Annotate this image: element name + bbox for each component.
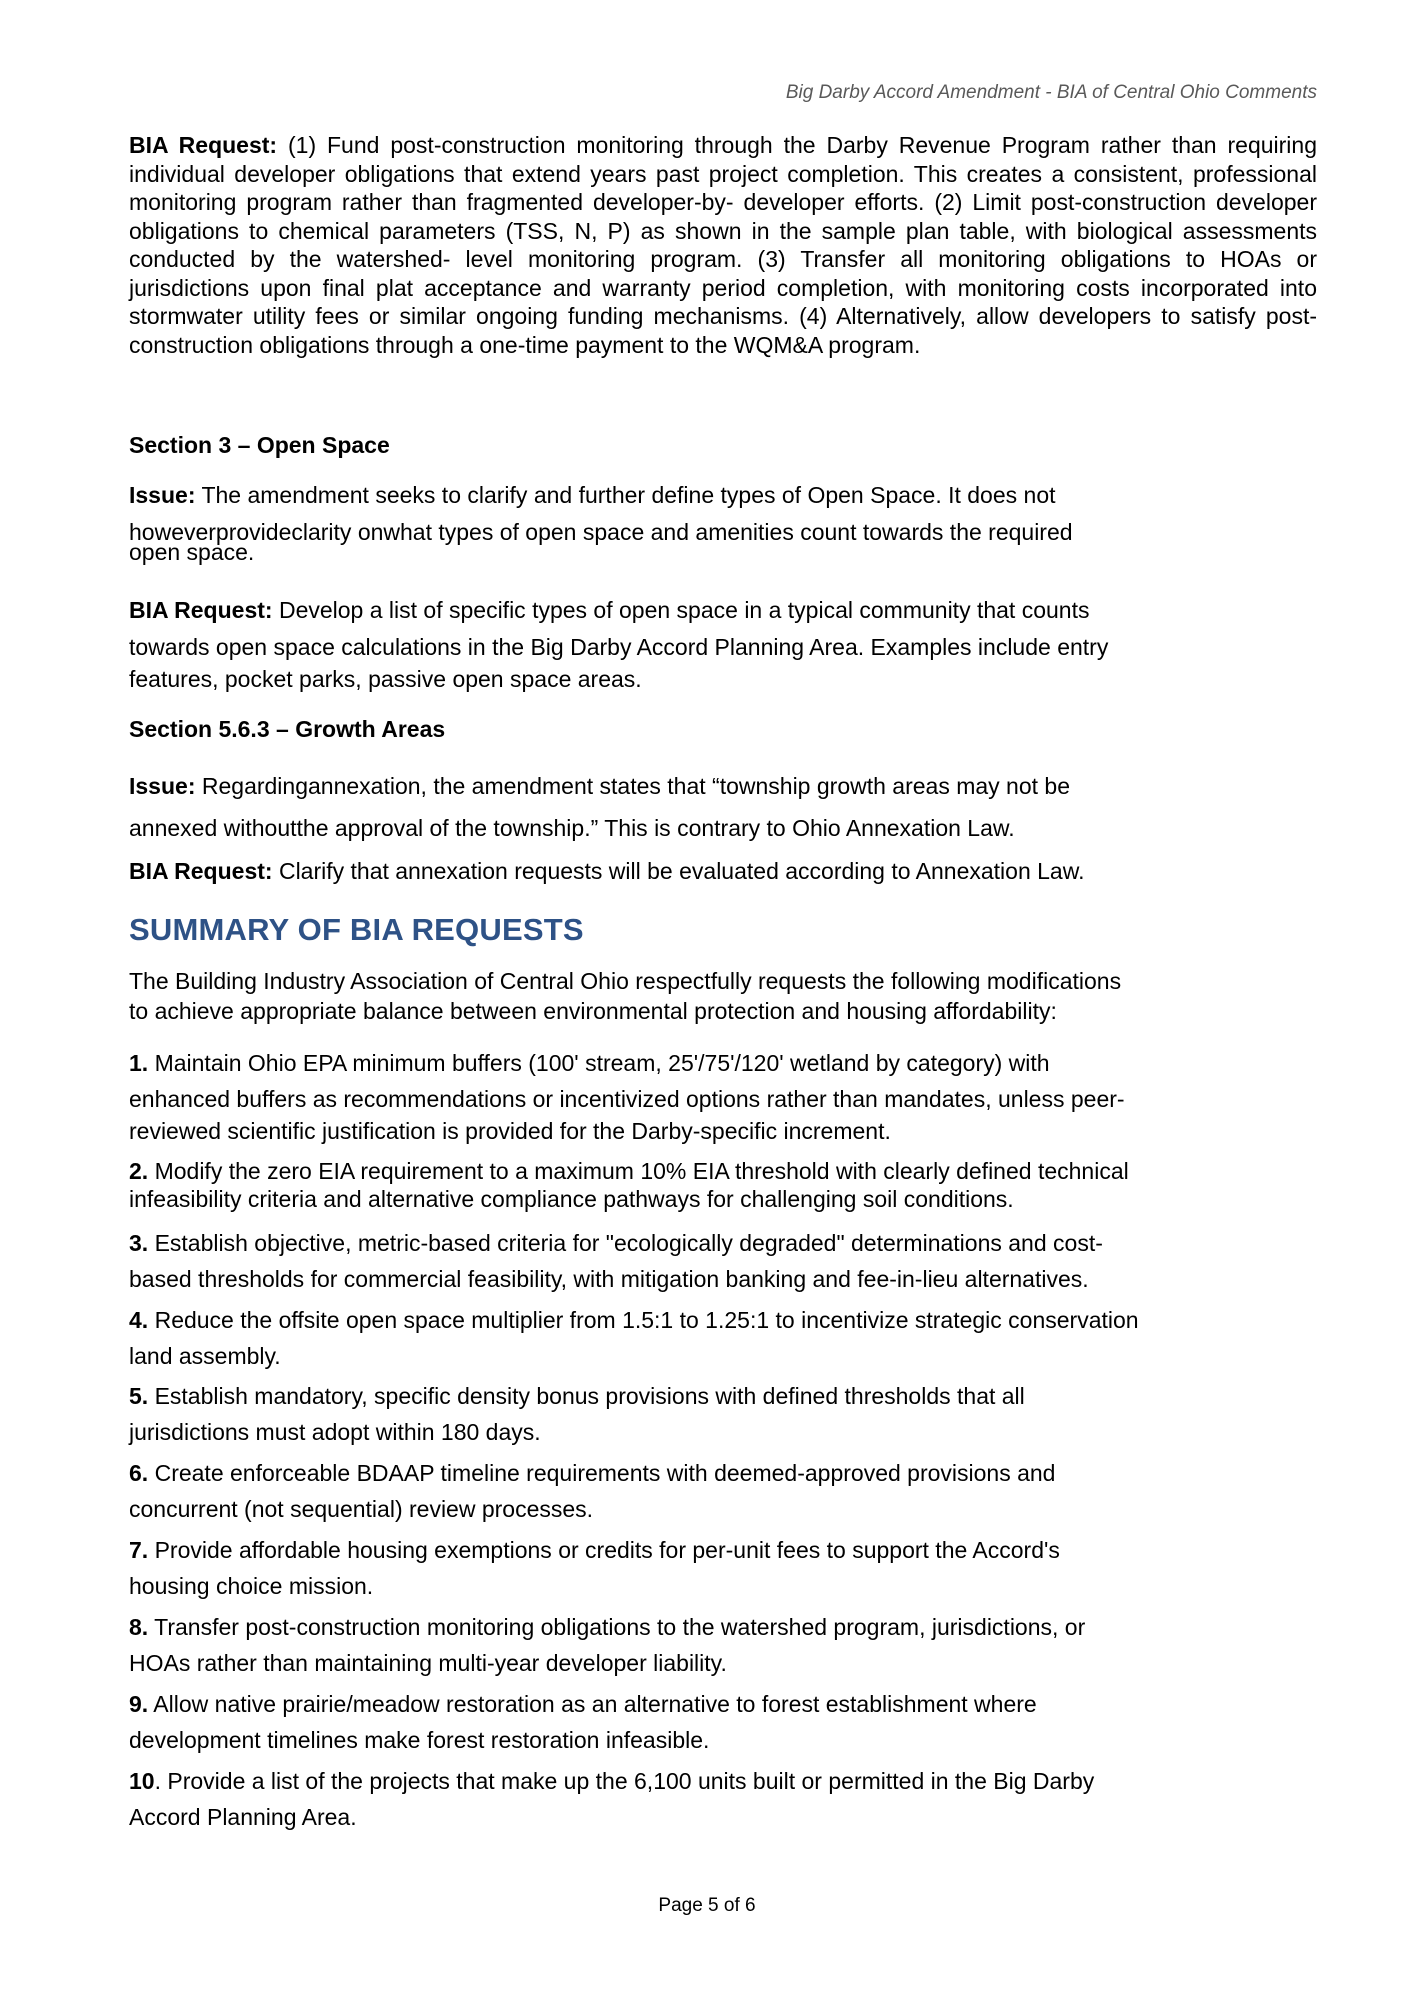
request-text: Clarify that annexation requests will be evaluated according to Annexation Law. — [272, 858, 1085, 884]
issue-text-line: open space. — [129, 539, 255, 565]
summary-request-number: 7. — [129, 1537, 149, 1563]
summary-request-item — [129, 1302, 1317, 1374]
page-number: Page 5 of 6 — [658, 1895, 756, 1916]
summary-request-line — [129, 1157, 1317, 1185]
request-label: BIA Request: — [129, 132, 278, 158]
summary-request-text: Transfer post-construction monitoring obligations to the watershed program, jurisdictions, or — [148, 1614, 1086, 1640]
summary-request-number: 1. — [129, 1050, 149, 1076]
summary-request-item — [129, 1763, 1317, 1835]
summary-request-line — [129, 1609, 1317, 1645]
summary-intro — [129, 966, 1317, 1026]
summary-request-line — [129, 1378, 1317, 1414]
summary-request-line — [129, 1455, 1317, 1491]
summary-request-line: development timelines make forest restoration infeasible. — [129, 1727, 710, 1753]
summary-request-item — [129, 1157, 1317, 1213]
summary-request-text: Establish mandatory, specific density bonus provisions with defined thresholds that all — [148, 1383, 1025, 1409]
summary-request-text: Modify the zero EIA requirement to a maximum 10% EIA threshold with clearly defined technical — [148, 1158, 1129, 1184]
summary-request-line — [129, 1225, 1317, 1261]
summary-request-number: 3. — [129, 1230, 149, 1256]
issue-text: Regardingannexation, the amendment states that “township growth areas may not be — [195, 773, 1071, 799]
issue-label: Issue: — [129, 482, 196, 508]
request-text-line: features, pocket parks, passive open space areas. — [129, 666, 642, 692]
summary-intro-line: The Building Industry Association of Central Ohio respectfully requests the following modifications — [129, 968, 1122, 994]
summary-request-line: based thresholds for commercial feasibility, with mitigation banking and fee-in-lieu alternatives. — [129, 1266, 1089, 1292]
request-label: BIA Request: — [129, 597, 273, 623]
running-header: Big Darby Accord Amendment - BIA of Central Ohio Comments — [785, 82, 1317, 103]
request-text-line: towards open space calculations in the Big Darby Accord Planning Area. Examples include entry — [129, 634, 1109, 660]
summary-heading: SUMMARY OF BIA REQUESTS — [129, 912, 584, 947]
summary-request-item — [129, 1609, 1317, 1681]
summary-request-number: 5. — [129, 1383, 149, 1409]
summary-request-line — [129, 1686, 1317, 1722]
summary-request-number: 9. — [129, 1691, 149, 1717]
summary-request-text: Create enforceable BDAAP timeline requirements with deemed-approved provisions and — [148, 1460, 1056, 1486]
summary-request-line: reviewed scientific justification is provided for the Darby-specific increment. — [129, 1118, 891, 1144]
summary-intro-line: to achieve appropriate balance between environmental protection and housing affordability: — [129, 998, 1057, 1024]
request-label: BIA Request: — [129, 858, 273, 884]
summary-request-line: enhanced buffers as recommendations or incentivized options rather than mandates, unless peer- — [129, 1086, 1125, 1112]
summary-request-item — [129, 1045, 1317, 1145]
summary-request-number: 8. — [129, 1614, 149, 1640]
summary-request-line: HOAs rather than maintaining multi-year developer liability. — [129, 1650, 727, 1676]
summary-request-text: Maintain Ohio EPA minimum buffers (100' stream, 25'/75'/120' wetland by category) with — [148, 1050, 1050, 1076]
summary-request-number: 10 — [129, 1768, 155, 1794]
summary-request-line — [129, 1763, 1317, 1799]
summary-request-line — [129, 1302, 1317, 1338]
summary-request-line: housing choice mission. — [129, 1573, 374, 1599]
summary-request-text: Allow native prairie/meadow restoration as an alternative to forest establishment where — [148, 1691, 1037, 1717]
growth-areas-request — [129, 857, 1317, 886]
summary-request-number: 6. — [129, 1460, 149, 1486]
summary-request-line: Accord Planning Area. — [129, 1804, 357, 1830]
summary-request-text: Reduce the offsite open space multiplier from 1.5:1 to 1.25:1 to incentivize strategic conservation — [148, 1307, 1139, 1333]
section-heading-growth-areas: Section 5.6.3 – Growth Areas — [129, 716, 446, 742]
growth-areas-issue — [129, 765, 1317, 849]
summary-request-line: land assembly. — [129, 1343, 281, 1369]
issue-text: The amendment seeks to clarify and further define types of Open Space. It does not — [195, 482, 1056, 508]
issue-text-line: annexed withoutthe approval of the township.” This is contrary to Ohio Annexation Law. — [129, 815, 1015, 841]
issue-label: Issue: — [129, 773, 196, 799]
issue-text-line: howeverprovideclarity onwhat types of open space and amenities count towards the required — [129, 519, 1073, 545]
section-heading-open-space: Section 3 – Open Space — [129, 432, 390, 458]
request-text: Develop a list of specific types of open space in a typical community that counts — [272, 597, 1090, 623]
summary-request-number: 2. — [129, 1158, 149, 1184]
summary-request-item — [129, 1532, 1317, 1604]
monitoring-request-paragraph — [129, 131, 1317, 359]
summary-request-text: . Provide a list of the projects that make up the 6,100 units built or permitted in the Big Darby — [154, 1768, 1095, 1794]
summary-request-text: Establish objective, metric-based criteria for "ecologically degraded" determinations and cost- — [148, 1230, 1103, 1256]
summary-request-text: Provide affordable housing exemptions or credits for per-unit fees to support the Accord's — [148, 1537, 1060, 1563]
summary-request-line: concurrent (not sequential) review processes. — [129, 1496, 594, 1522]
summary-request-line — [129, 1045, 1317, 1081]
summary-request-line: jurisdictions must adopt within 180 days. — [129, 1419, 541, 1445]
summary-request-item — [129, 1455, 1317, 1527]
summary-request-line: infeasibility criteria and alternative compliance pathways for challenging soil conditions. — [129, 1186, 1014, 1212]
summary-request-number: 4. — [129, 1307, 149, 1333]
open-space-issue — [129, 481, 1317, 565]
open-space-request — [129, 592, 1317, 692]
summary-request-line — [129, 1532, 1317, 1568]
summary-request-item — [129, 1225, 1317, 1297]
summary-request-item — [129, 1686, 1317, 1758]
summary-request-item — [129, 1378, 1317, 1450]
request-text: (1) Fund post-construction monitoring through the Darby Revenue Program rather than requiring individual developer obligations that extend years past project completion. This creates a consistent, professional monitoring program rather than fragmented developer-by- developer efforts. (2) Limit post-construction developer obligations to chemical parameters (TSS, N, P) as shown in the sample plan table, with biological assessments conducted by the watershed- level monitoring program. (3) Transfer all monitoring obligations to HOAs or jurisdictions upon final plat acceptance and warranty period completion, with monitoring costs incorporated into stormwater utility fees or similar ongoing funding mechanisms. (4) Alternatively, allow developers to satisfy post- construction obligations through a one-time payment to the WQM&A program. — [129, 132, 1317, 358]
